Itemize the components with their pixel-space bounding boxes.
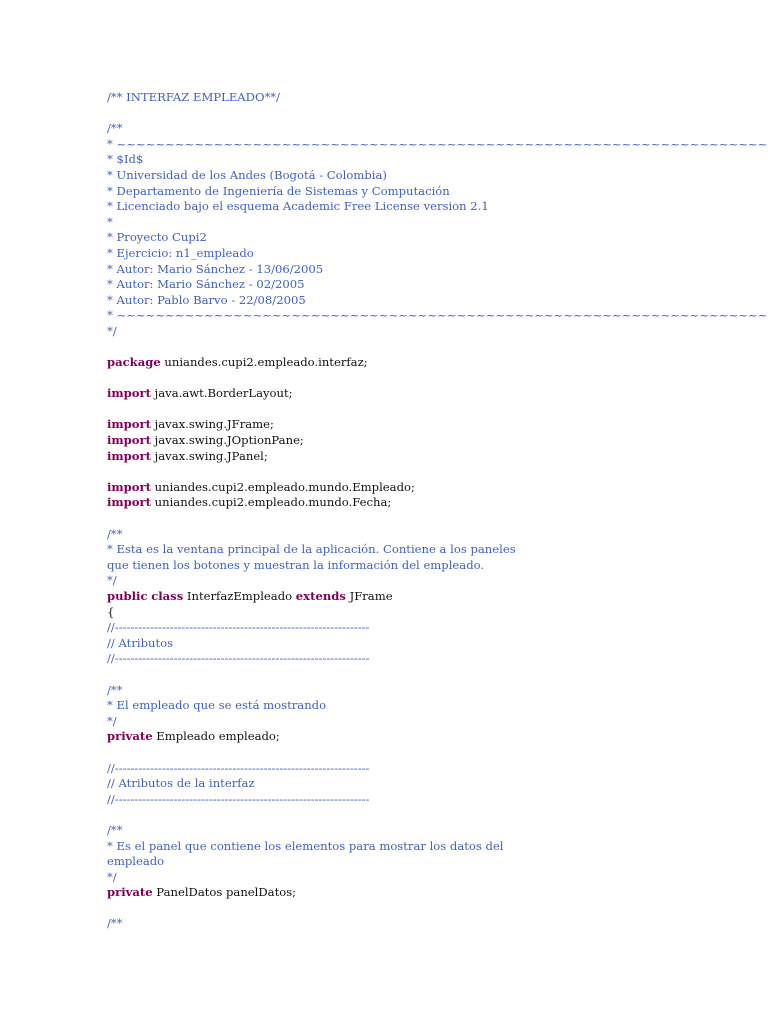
code-text: Empleado empleado; [152, 729, 280, 744]
comment-line: */ [107, 573, 117, 588]
comment-line: * ~~~~~~~~~~~~~~~~~~~~~~~~~~~~~~~~~~~~~~~~~~~~~~~~~~~~~~~~~~~~~~~~~~~ [107, 136, 768, 151]
comment-line: /** INTERFAZ EMPLEADO**/ [107, 90, 280, 104]
blank-line [107, 106, 667, 122]
superclass-name: JFrame [345, 589, 393, 603]
class-declaration-line [107, 589, 667, 605]
keyword: import [107, 417, 151, 432]
comment-line: //----------------------------------------------------------------- [107, 791, 370, 806]
keyword: private [107, 729, 153, 744]
keyword: import [107, 479, 151, 494]
code-line [107, 495, 667, 511]
code-line [107, 433, 667, 449]
code-text: uniandes.cupi2.empleado.mundo.Fecha; [150, 495, 392, 510]
code-line [107, 417, 667, 433]
comment-line: * Departamento de Ingeniería de Sistemas y Computación [107, 183, 450, 198]
code-text: javax.swing.JPanel; [150, 448, 268, 463]
comment-line: /** [107, 916, 123, 931]
comment-line: */ [107, 869, 117, 884]
keyword: import [107, 495, 151, 510]
comment-line: * Esta es la ventana principal de la aplicación. Contiene a los paneles [107, 542, 516, 557]
blank-line [107, 745, 667, 761]
comment-line: // Atributos de la interfaz [107, 776, 255, 791]
comment-line: //----------------------------------------------------------------- [107, 651, 370, 666]
code-line [107, 480, 667, 496]
code-line [107, 449, 667, 465]
code-line [107, 386, 667, 402]
keyword: import [107, 448, 151, 463]
comment-line: */ [107, 713, 117, 728]
comment-line: * Proyecto Cupi2 [107, 230, 207, 245]
code-text: java.awt.BorderLayout; [150, 386, 293, 401]
keyword: import [107, 433, 151, 448]
comment-line: empleado [107, 854, 165, 869]
code-line [107, 729, 667, 745]
comment-line: * Ejercicio: n1_empleado [107, 245, 254, 260]
comment-line: /** [107, 822, 123, 837]
blank-line [107, 511, 667, 527]
blank-line [107, 371, 667, 387]
code-text: uniandes.cupi2.empleado.mundo.Empleado; [150, 479, 415, 494]
comment-line: * Universidad de los Andes (Bogotá - Colombia) [107, 167, 387, 182]
comment-line: * Autor: Mario Sánchez - 02/2005 [107, 277, 305, 292]
comment-line: /** [107, 121, 123, 136]
code-line: { [107, 604, 115, 619]
comment-line: * El empleado que se está mostrando [107, 698, 327, 713]
comment-line: que tienen los botones y muestran la información del empleado. [107, 557, 485, 572]
comment-line: //----------------------------------------------------------------- [107, 760, 370, 775]
code-text: javax.swing.JOptionPane; [150, 433, 304, 448]
keyword: private [107, 885, 153, 900]
code-line [107, 355, 667, 371]
blank-line [107, 402, 667, 418]
keyword: import [107, 386, 151, 401]
class-name: InterfazEmpleado [183, 589, 296, 603]
comment-line: // Atributos [107, 635, 174, 650]
keyword: extends [295, 589, 346, 603]
comment-line: * ~~~~~~~~~~~~~~~~~~~~~~~~~~~~~~~~~~~~~~~~~~~~~~~~~~~~~~~~~~~~~~~~~~~ [107, 308, 768, 323]
comment-line: /** [107, 682, 123, 697]
code-text: uniandes.cupi2.empleado.interfaz; [160, 355, 368, 370]
blank-line [107, 807, 667, 823]
comment-line: //----------------------------------------------------------------- [107, 620, 370, 635]
comment-line: * Autor: Mario Sánchez - 13/06/2005 [107, 261, 324, 276]
comment-line: */ [107, 323, 117, 338]
code-text: PanelDatos panelDatos; [152, 885, 297, 900]
keyword: public [107, 589, 148, 603]
comment-line: * Es el panel que contiene los elementos para mostrar los datos del [107, 838, 504, 853]
blank-line [107, 667, 667, 683]
comment-line: /** [107, 526, 123, 541]
comment-line: * Autor: Pablo Barvo - 22/08/2005 [107, 292, 306, 307]
comment-line: * [107, 214, 113, 229]
blank-line [107, 901, 667, 917]
blank-line [107, 464, 667, 480]
blank-line [107, 340, 667, 356]
keyword: class [151, 589, 184, 603]
source-code-listing [107, 90, 768, 932]
keyword: package [107, 355, 161, 370]
comment-line: * $Id$ [107, 152, 144, 167]
code-line [107, 885, 667, 901]
comment-line: * Licenciado bajo el esquema Academic Free License version 2.1 [107, 199, 489, 214]
code-text: javax.swing.JFrame; [150, 417, 274, 432]
